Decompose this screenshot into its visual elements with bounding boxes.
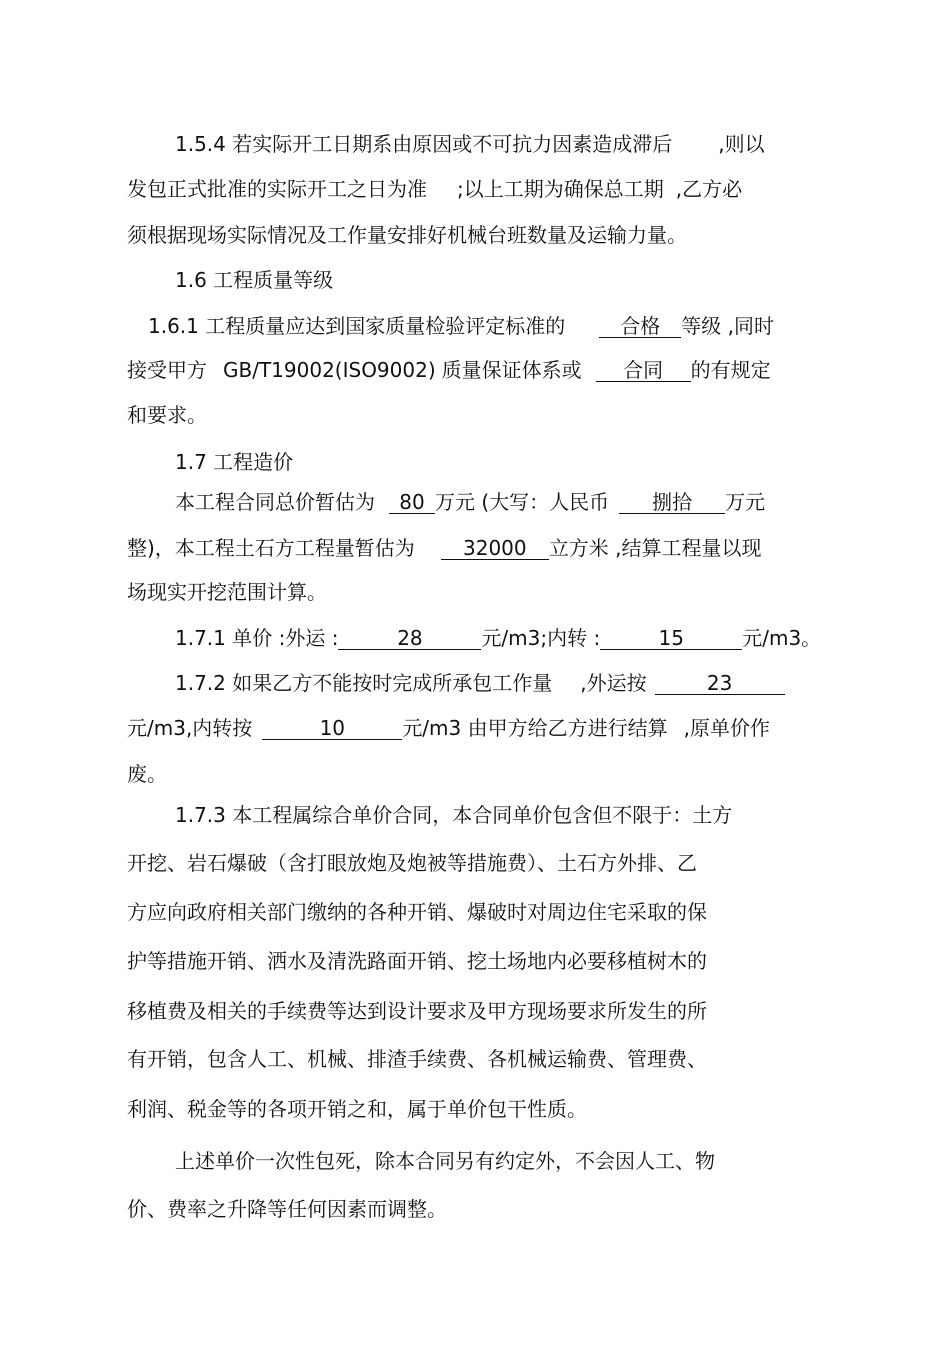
text: 等级 ,同时 (681, 314, 774, 338)
clause-1-7-2-line-2 (127, 715, 770, 741)
final-paragraph-line-2: 价、费率之升降等任何因素而调整。 (127, 1197, 447, 1221)
text: 1.7.2 如果乙方不能按时完成所承包工作量 (175, 671, 553, 695)
inner-unit-price-field: 15 (600, 627, 742, 650)
penalty-outbound-price-field: 23 (655, 672, 785, 695)
text: ,则以 (718, 132, 765, 156)
text: ,原单价作 (683, 716, 770, 740)
outbound-unit-price-field: 28 (338, 627, 481, 650)
clause-1-5-4-line-1 (175, 131, 765, 157)
text: 元/m3。 (742, 626, 822, 650)
clause-1-7-1 (175, 625, 821, 651)
clause-1-7-line-3: 场现实开挖范围计算。 (127, 580, 327, 604)
clause-1-7-3-line-7: 利润、税金等的各项开销之和，属于单价包干性质。 (127, 1097, 587, 1121)
clause-1-7-3-line-5: 移植费及相关的手续费等达到设计要求及甲方现场要求所发生的所 (127, 999, 707, 1023)
clause-1-7-line-1 (175, 489, 765, 515)
clause-1-7-2-line-3: 废。 (127, 762, 167, 786)
clause-1-7-3-line-6: 有开销，包含人工、机械、排渣手续费、各机械运输费、管理费、 (127, 1047, 707, 1071)
clause-1-5-4-line-3: 须根据现场实际情况及工作量安排好机械台班数量及运输力量。 (127, 223, 687, 247)
final-paragraph-line-1: 上述单价一次性包死，除本合同另有约定外，不会因人工、物 (175, 1149, 715, 1173)
text: 质量保证体系或 (441, 358, 582, 382)
clause-1-7-3-line-4: 护等措施开销、洒水及清洗路面开销、挖土场地内必要移植树木的 (127, 949, 707, 973)
penalty-inner-price-field: 10 (262, 717, 402, 740)
text: 元/m3;内转 : (481, 626, 601, 650)
total-price-field: 80 (389, 491, 435, 514)
clause-1-7-2-line-1 (175, 670, 785, 696)
clause-1-7-3-line-1: 1.7.3 本工程属综合单价合同，本合同单价包含但不限于：土方 (175, 803, 733, 827)
text: 1.6.1 工程质量应达到国家质量检验评定标准的 (148, 314, 566, 338)
clause-1-6-1-line-2 (127, 357, 771, 383)
text: 1.7.1 单价 :外运 : (175, 626, 339, 650)
text: ,乙方必 (675, 177, 743, 201)
section-heading-1-7: 1.7 工程造价 (175, 450, 294, 474)
clause-1-7-3-line-3: 方应向政府相关部门缴纳的各种开销、爆破时对周边住宅采取的保 (127, 900, 707, 924)
text: ;以上工期为确保总工期 (457, 177, 664, 201)
text: 接受甲方 (127, 358, 207, 382)
clause-1-6-1-line-1 (148, 313, 774, 339)
text: ,外运按 (580, 671, 647, 695)
total-price-cn-field: 捌拾 (619, 491, 725, 514)
text: 1.5.4 若实际开工日期系由原因或不可抗力因素造成滞后 (175, 132, 673, 156)
earthwork-volume-field: 32000 (441, 537, 549, 560)
section-heading-1-6: 1.6 工程质量等级 (175, 268, 334, 292)
text: 万元 (725, 490, 766, 514)
text: 发包正式批准的实际开工之日为准 (127, 177, 427, 201)
clause-1-6-1-line-3: 和要求。 (127, 403, 207, 427)
clause-1-5-4-line-2 (127, 176, 742, 202)
clause-1-7-3-line-2: 开挖、岩石爆破（含打眼放炮及炮被等措施费）、土石方外排、乙 (127, 851, 697, 875)
text: 的有规定 (690, 358, 771, 382)
text: 本工程合同总价暂估为 (175, 490, 375, 514)
text: 元/m3 由甲方给乙方进行结算 (402, 716, 668, 740)
text: 万元 (大写：人民币 (435, 490, 610, 514)
clause-1-7-line-2 (127, 535, 762, 561)
basis-field: 合同 (596, 359, 691, 382)
standard-code: GB/T19002(ISO9002) (223, 358, 436, 382)
quality-grade-field: 合格 (599, 315, 681, 338)
text: 立方米 ,结算工程量以现 (548, 536, 762, 560)
text: 元/m3,内转按 (127, 716, 253, 740)
text: 整)，本工程土石方工程量暂估为 (127, 536, 415, 560)
